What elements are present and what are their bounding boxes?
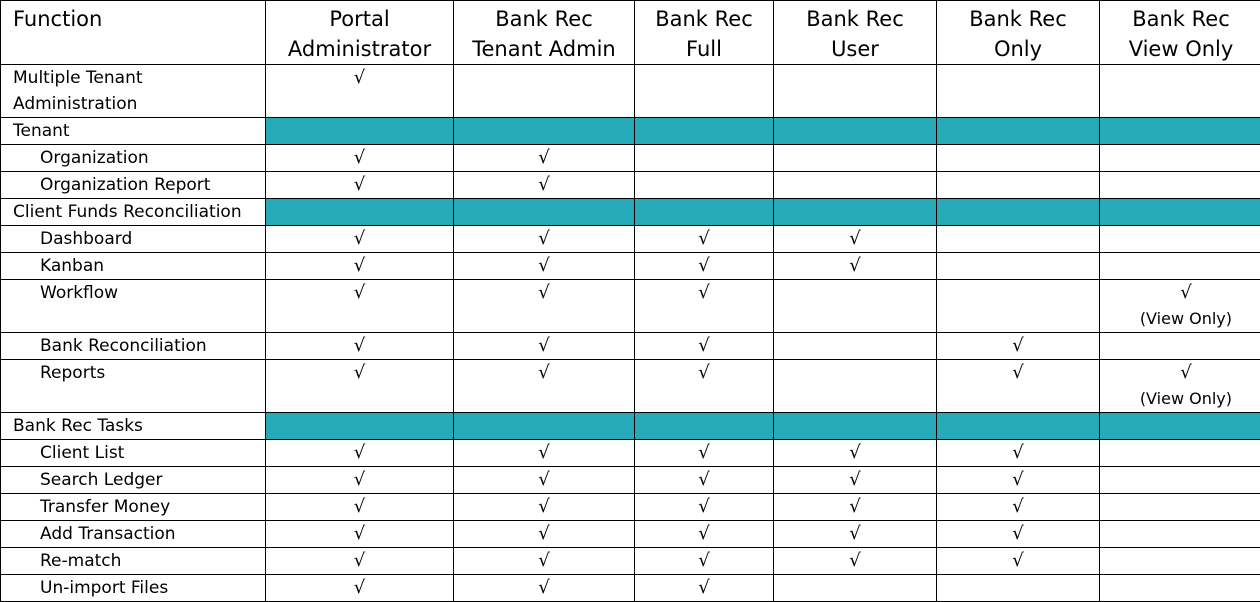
table-row [1,333,1260,360]
permission-cell [635,333,774,360]
permission-cell [266,145,454,172]
check-mark-icon: √ [774,548,936,574]
section-fill-cell [454,118,635,145]
permission-cell [774,280,937,333]
permission-cell [266,226,454,253]
table-row [1,145,1260,172]
table-row [1,226,1260,253]
permission-cell [454,467,635,494]
check-mark-icon: √ [266,575,453,601]
check-mark-icon: √ [266,226,453,252]
header-line: Portal [329,7,389,31]
section-fill-cell [266,413,454,440]
function-label [1,253,266,280]
function-label [1,360,266,413]
function-label-line: Add Transaction [40,521,265,547]
permission-cell [1100,145,1260,172]
check-mark-icon: √ [937,548,1099,574]
header-line: View Only [1129,37,1234,61]
permission-cell [937,575,1100,602]
table-row [1,467,1260,494]
permission-cell [266,575,454,602]
section-fill-cell [266,118,454,145]
permission-cell [635,360,774,413]
section-fill-cell [454,199,635,226]
permission-cell [635,494,774,521]
permission-cell [937,548,1100,575]
permission-cell [454,440,635,467]
permission-cell [635,65,774,118]
permission-cell [1100,440,1260,467]
check-mark-icon: √ [454,253,634,279]
section-fill-cell [635,413,774,440]
permission-cell [454,333,635,360]
check-mark-icon: √ [266,360,453,386]
permission-cell [454,65,635,118]
section-row [1,118,1260,145]
header-line: Bank Rec [806,7,904,31]
header-bank-rec-tenant-admin [454,1,635,65]
function-label-line: Search Ledger [40,467,265,493]
check-mark-icon: √ [937,440,1099,466]
view-only-note: (View Only) [1100,386,1232,412]
permission-cell [1100,280,1260,333]
check-mark-icon: √ [635,226,773,252]
check-mark-icon: √ [266,548,453,574]
permission-cell [937,145,1100,172]
header-line: Full [686,37,722,61]
permission-cell [937,521,1100,548]
check-mark-icon: √ [774,226,936,252]
permission-cell [635,467,774,494]
header-line: Tenant Admin [472,37,616,61]
permission-cell [774,575,937,602]
permission-cell [1100,172,1260,199]
header-line: Bank Rec [1132,7,1230,31]
check-mark-icon: √ [774,440,936,466]
check-mark-icon: √ [266,172,453,198]
function-label-line: Un-import Files [40,575,265,601]
function-label [1,521,266,548]
check-mark-icon: √ [454,145,634,171]
table-row [1,548,1260,575]
permission-cell [266,467,454,494]
function-label-line: Organization Report [40,172,265,198]
header-portal-administrator [266,1,454,65]
permission-cell [774,253,937,280]
function-label-line: Bank Reconciliation [40,333,265,359]
section-row [1,199,1260,226]
permission-cell [1100,494,1260,521]
permission-cell [774,65,937,118]
function-label [1,65,266,118]
check-mark-icon: √ [774,253,936,279]
permission-cell [266,253,454,280]
permission-cell [937,333,1100,360]
check-mark-icon: √ [635,467,773,493]
permission-cell [635,521,774,548]
check-mark-icon: √ [266,333,453,359]
permission-cell [774,145,937,172]
header-bank-rec-user [774,1,937,65]
permission-cell [1100,65,1260,118]
check-mark-icon: √ [454,467,634,493]
function-label [1,467,266,494]
function-label [1,494,266,521]
permission-cell [1100,253,1260,280]
check-mark-icon: √ [454,280,634,306]
check-mark-icon: √ [937,494,1099,520]
check-mark-icon: √ [266,440,453,466]
check-mark-icon: √ [454,360,634,386]
check-mark-icon: √ [774,494,936,520]
permission-cell [266,521,454,548]
header-bank-rec-only [937,1,1100,65]
header-line: Bank Rec [495,7,593,31]
check-mark-icon: √ [266,467,453,493]
permission-cell [266,65,454,118]
section-fill-cell [266,199,454,226]
permission-cell [454,253,635,280]
permission-cell [937,494,1100,521]
permission-cell [454,172,635,199]
table-row [1,360,1260,413]
table-row [1,280,1260,333]
function-label [1,145,266,172]
check-mark-icon: √ [635,575,773,601]
permission-cell [635,575,774,602]
permission-cell [1100,226,1260,253]
matrix-body [1,65,1260,602]
function-label [1,440,266,467]
table-row [1,253,1260,280]
check-mark-icon: √ [937,360,1099,386]
permission-cell [635,280,774,333]
header-row [1,1,1260,65]
check-mark-icon: √ [1140,360,1232,386]
permission-cell [774,521,937,548]
permission-cell [454,575,635,602]
header-bank-rec-full [635,1,774,65]
permission-cell [266,172,454,199]
check-mark-icon: √ [454,172,634,198]
permission-cell [1100,467,1260,494]
function-label-line: Transfer Money [40,494,265,520]
section-label: Tenant [1,118,266,145]
permission-cell [454,494,635,521]
permission-cell [454,145,635,172]
permission-cell [635,172,774,199]
table-row [1,65,1260,118]
permission-cell [937,226,1100,253]
check-mark-icon: √ [635,333,773,359]
permission-cell [454,521,635,548]
permission-cell [774,172,937,199]
section-label: Client Funds Reconciliation [1,199,266,226]
function-label [1,280,266,333]
section-fill-cell [1100,199,1260,226]
permission-cell [937,172,1100,199]
check-mark-icon: √ [454,440,634,466]
permission-cell [454,280,635,333]
permission-cell [635,548,774,575]
section-fill-cell [937,199,1100,226]
permission-cell [774,467,937,494]
function-label-line: Dashboard [40,226,265,252]
table-row [1,494,1260,521]
permission-cell [266,360,454,413]
section-fill-cell [774,413,937,440]
check-mark-icon: √ [266,145,453,171]
function-label-line: Re-match [40,548,265,574]
check-mark-icon: √ [635,253,773,279]
section-fill-cell [1100,413,1260,440]
check-mark-icon: √ [266,280,453,306]
permission-cell [266,333,454,360]
permission-cell [454,548,635,575]
function-label [1,575,266,602]
check-mark-icon: √ [635,548,773,574]
check-mark-icon: √ [774,521,936,547]
permission-cell [774,360,937,413]
section-fill-cell [1100,118,1260,145]
header-line: Bank Rec [655,7,753,31]
function-label [1,172,266,199]
section-fill-cell [635,199,774,226]
check-mark-icon: √ [774,467,936,493]
check-mark-icon: √ [454,548,634,574]
check-mark-icon: √ [635,494,773,520]
function-label-line: Administration [13,91,265,117]
check-mark-icon: √ [266,494,453,520]
permission-cell [937,253,1100,280]
permission-cell [774,494,937,521]
check-mark-icon: √ [454,521,634,547]
section-fill-cell [937,118,1100,145]
section-fill-cell [454,413,635,440]
permission-cell [635,226,774,253]
permission-cell [454,226,635,253]
permission-cell [937,65,1100,118]
function-label [1,548,266,575]
header-line: Administrator [288,37,431,61]
function-label-line: Client List [40,440,265,466]
check-mark-icon: √ [635,440,773,466]
check-mark-icon: √ [454,575,634,601]
function-label [1,226,266,253]
function-label [1,333,266,360]
section-fill-cell [635,118,774,145]
check-mark-icon: √ [635,280,773,306]
check-mark-icon: √ [937,521,1099,547]
section-row [1,413,1260,440]
permission-cell [454,360,635,413]
permission-cell [266,440,454,467]
check-mark-icon: √ [454,226,634,252]
section-fill-cell [937,413,1100,440]
check-mark-icon: √ [266,65,453,91]
permission-cell [635,145,774,172]
table-row [1,172,1260,199]
section-label: Bank Rec Tasks [1,413,266,440]
permission-cell [266,494,454,521]
check-mark-icon: √ [1140,280,1232,306]
header-bank-rec-view-only [1100,1,1260,65]
check-mark-icon: √ [454,494,634,520]
permission-cell [635,253,774,280]
permission-cell [1100,521,1260,548]
check-mark-icon: √ [937,333,1099,359]
function-label-line: Reports [40,360,265,386]
check-mark-icon: √ [635,521,773,547]
permission-cell [774,440,937,467]
permission-cell [774,226,937,253]
permission-cell [937,467,1100,494]
header-line: Bank Rec [969,7,1067,31]
check-mark-icon: √ [454,333,634,359]
table-row [1,575,1260,602]
permission-cell [937,280,1100,333]
permission-cell [774,333,937,360]
permission-cell [1100,575,1260,602]
check-mark-icon: √ [266,521,453,547]
check-mark-icon: √ [266,253,453,279]
check-mark-icon: √ [635,360,773,386]
function-label-line: Multiple Tenant [13,65,265,91]
header-line: Only [994,37,1042,61]
header-line: User [831,37,879,61]
section-fill-cell [774,118,937,145]
function-label-line: Kanban [40,253,265,279]
permission-cell [774,548,937,575]
permission-cell [1100,360,1260,413]
permission-cell [1100,548,1260,575]
function-label-line: Organization [40,145,265,171]
function-label-line: Workflow [40,280,265,306]
check-mark-icon: √ [937,467,1099,493]
view-only-note: (View Only) [1100,306,1232,332]
permission-cell [1100,333,1260,360]
table-row [1,521,1260,548]
permission-cell [937,360,1100,413]
permission-cell [266,548,454,575]
header-function: Function [1,1,266,65]
permission-cell [937,440,1100,467]
section-fill-cell [774,199,937,226]
table-row [1,440,1260,467]
permission-cell [266,280,454,333]
permission-cell [635,440,774,467]
